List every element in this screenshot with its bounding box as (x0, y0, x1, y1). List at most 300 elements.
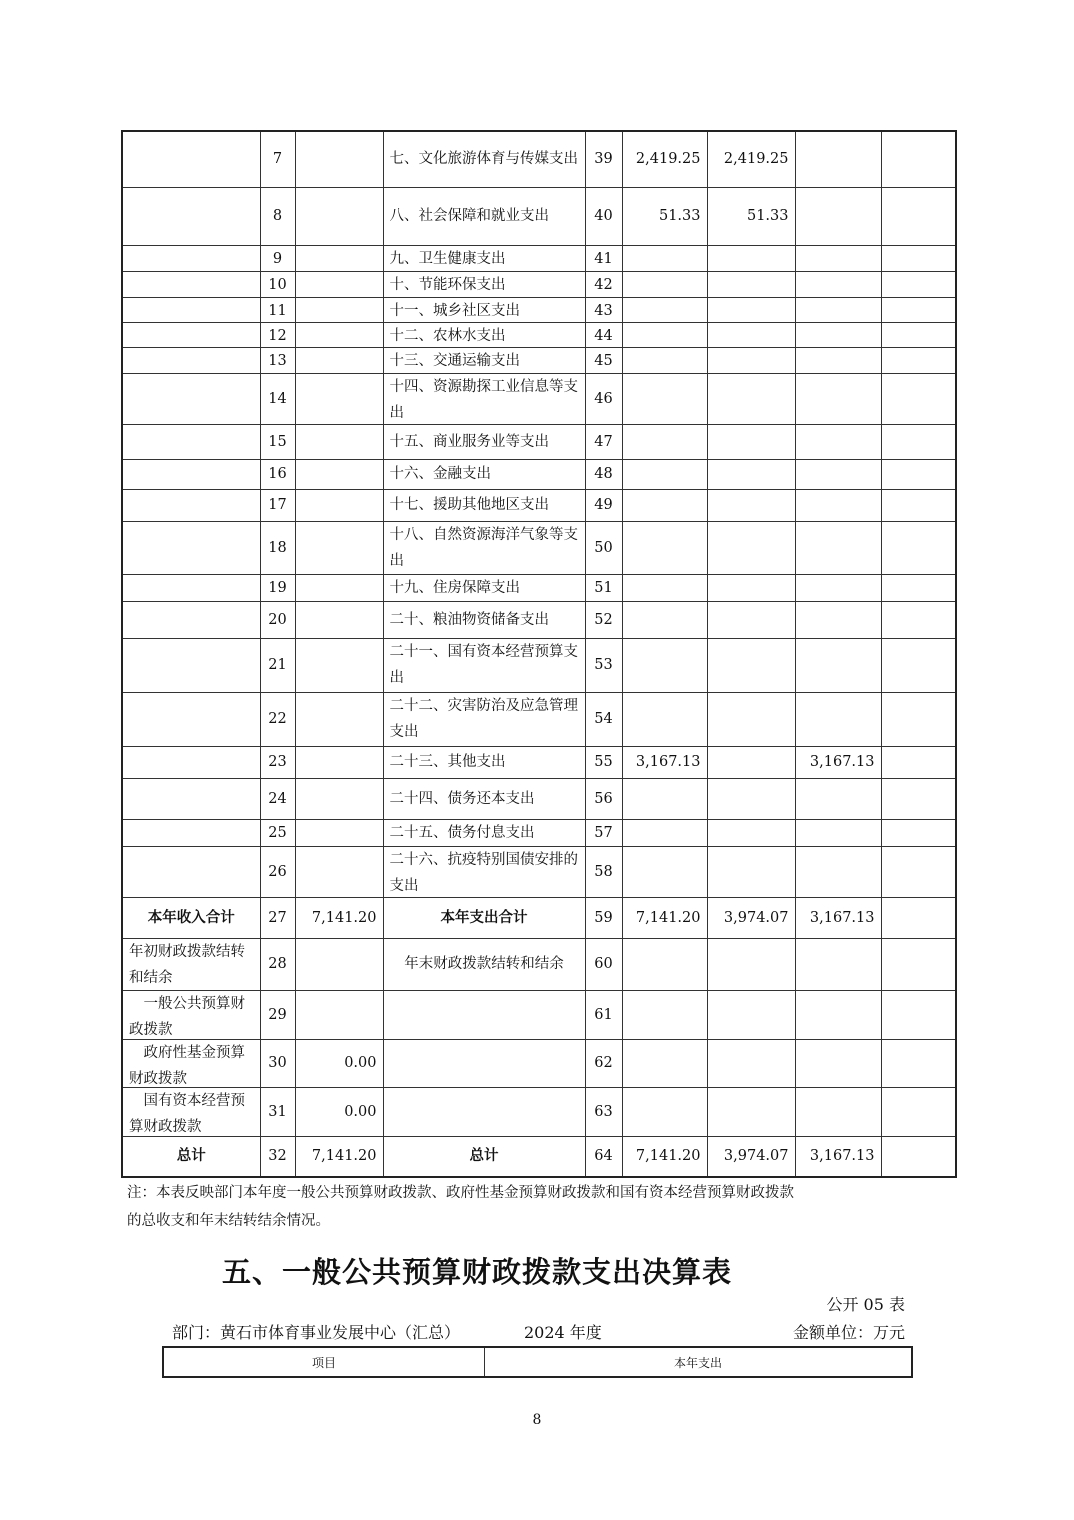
extra-cell (881, 489, 956, 521)
table-row (122, 692, 956, 746)
expenditure-line-number-text: 40 (594, 208, 613, 224)
income-amount-text: 7,141.20 (311, 1148, 377, 1165)
expenditure-line-number (585, 638, 622, 692)
project-expenditure (795, 245, 881, 271)
expenditure-line-number (585, 489, 622, 521)
table-row (122, 1039, 956, 1087)
income-amount (295, 846, 383, 897)
project-expenditure (795, 373, 881, 424)
income-amount (295, 271, 383, 297)
row-label (122, 489, 260, 521)
income-amount (295, 347, 383, 373)
project-expenditure (795, 271, 881, 297)
table-row (122, 1136, 956, 1177)
total-amount (622, 746, 707, 778)
expenditure-line-number-text: 64 (594, 1148, 613, 1165)
row-label (122, 574, 260, 601)
expenditure-item-text: 十八、自然资源海洋气象等支出 (389, 527, 578, 569)
income-amount (295, 574, 383, 601)
expenditure-line-number (585, 574, 622, 601)
total-amount (622, 692, 707, 746)
expenditure-line-number (585, 131, 622, 187)
total-amount (622, 1087, 707, 1136)
basic-expenditure (707, 746, 795, 778)
row-label-text: 国有资本经营预算财政拨款 (129, 1093, 245, 1135)
expenditure-line-number-text: 42 (594, 277, 613, 293)
income-line-number (260, 990, 295, 1039)
row-label (122, 1087, 260, 1136)
income-amount (295, 778, 383, 819)
expenditure-item-text: 十四、资源勘探工业信息等支出 (389, 379, 578, 421)
expenditure-item-text: 九、卫生健康支出 (389, 251, 506, 267)
income-line-number-text: 23 (268, 754, 287, 770)
project-expenditure (795, 489, 881, 521)
project-expenditure (795, 601, 881, 638)
basic-expenditure (707, 990, 795, 1039)
basic-expenditure (707, 601, 795, 638)
extra-cell (881, 424, 956, 459)
income-amount (295, 187, 383, 245)
expenditure-item (383, 322, 585, 347)
row-label (122, 692, 260, 746)
total-amount (622, 373, 707, 424)
income-amount (295, 601, 383, 638)
income-amount (295, 897, 383, 938)
project-expenditure-text: 3,167.13 (809, 1148, 875, 1165)
extra-cell (881, 459, 956, 489)
income-line-number (260, 521, 295, 574)
income-line-number (260, 692, 295, 746)
table-row (122, 489, 956, 521)
table-row (122, 271, 956, 297)
expenditure-item (383, 746, 585, 778)
table-row (122, 459, 956, 489)
income-line-number (260, 819, 295, 846)
total-amount (622, 187, 707, 245)
basic-expenditure (707, 297, 795, 322)
income-amount (295, 297, 383, 322)
expenditure-item (383, 1039, 585, 1087)
total-amount-text: 51.33 (658, 208, 701, 224)
expenditure-item (383, 692, 585, 746)
extra-cell (881, 187, 956, 245)
expenditure-line-number (585, 990, 622, 1039)
expenditure-item (383, 778, 585, 819)
income-line-number-text: 31 (268, 1103, 287, 1120)
extra-cell (881, 1136, 956, 1177)
total-amount (622, 322, 707, 347)
expenditure-line-number (585, 601, 622, 638)
table-header-row (163, 1347, 912, 1377)
table-row (122, 897, 956, 938)
total-amount (622, 1136, 707, 1177)
row-label (122, 778, 260, 819)
total-amount (622, 245, 707, 271)
expenditure-line-number (585, 846, 622, 897)
extra-cell (881, 819, 956, 846)
total-amount-text: 3,167.13 (635, 754, 701, 770)
expenditure-item-text: 二十三、其他支出 (389, 754, 506, 770)
income-line-number-text: 19 (268, 580, 287, 596)
table-row (122, 131, 956, 187)
extra-cell (881, 897, 956, 938)
expenditure-item (383, 1136, 585, 1177)
basic-expenditure (707, 638, 795, 692)
expenditure-item (383, 297, 585, 322)
income-amount (295, 1039, 383, 1087)
income-amount-text: 7,141.20 (311, 909, 377, 926)
row-label (122, 271, 260, 297)
income-line-number-text: 15 (268, 433, 287, 450)
income-amount (295, 373, 383, 424)
expenditure-item-text: 二十六、抗疫特别国债安排的支出 (389, 852, 578, 894)
income-line-number-text: 27 (268, 909, 287, 926)
income-amount (295, 245, 383, 271)
extra-cell (881, 322, 956, 347)
total-amount (622, 638, 707, 692)
expenditure-line-number (585, 746, 622, 778)
row-label-text: 年初财政拨款结转和结余 (129, 944, 245, 986)
table-row (122, 846, 956, 897)
expenditure-item (383, 574, 585, 601)
extra-cell (881, 131, 956, 187)
expenditure-item (383, 131, 585, 187)
expenditure-line-number-text: 39 (594, 151, 613, 168)
basic-expenditure (707, 1136, 795, 1177)
expenditure-item-text: 十、节能环保支出 (389, 277, 506, 293)
project-expenditure (795, 521, 881, 574)
income-amount (295, 424, 383, 459)
expenditure-item-text: 十七、援助其他地区支出 (389, 497, 549, 513)
income-amount (295, 1087, 383, 1136)
expenditure-line-number-text: 46 (594, 390, 613, 407)
income-line-number (260, 424, 295, 459)
income-line-number (260, 271, 295, 297)
expenditure-item (383, 489, 585, 521)
income-line-number (260, 1039, 295, 1087)
basic-expenditure (707, 459, 795, 489)
expenditure-item-text: 二十、粮油物资储备支出 (389, 611, 549, 628)
basic-expenditure (707, 574, 795, 601)
basic-expenditure (707, 489, 795, 521)
extra-cell (881, 1087, 956, 1136)
table-row (122, 574, 956, 601)
table-row (122, 990, 956, 1039)
row-label (122, 846, 260, 897)
extra-cell (881, 601, 956, 638)
basic-expenditure-text: 51.33 (746, 208, 789, 224)
income-line-number (260, 1136, 295, 1177)
total-amount (622, 1039, 707, 1087)
expenditure-line-number-text: 51 (594, 580, 613, 596)
income-amount (295, 131, 383, 187)
expenditure-item-text: 八、社会保障和就业支出 (389, 208, 549, 224)
expenditure-item-text: 十一、城乡社区支出 (389, 303, 520, 319)
income-line-number-text: 10 (268, 277, 287, 293)
project-expenditure (795, 1136, 881, 1177)
expenditure-item-text: 二十四、债务还本支出 (389, 790, 535, 807)
row-label (122, 424, 260, 459)
row-label (122, 897, 260, 938)
extra-cell (881, 938, 956, 990)
income-line-number-text: 8 (272, 208, 283, 224)
basic-expenditure (707, 322, 795, 347)
income-line-number (260, 897, 295, 938)
income-line-number-text: 29 (268, 1006, 287, 1023)
expenditure-item-text: 十二、农林水支出 (389, 328, 506, 344)
expenditure-item-text: 七、文化旅游体育与传媒支出 (389, 151, 578, 168)
total-amount-text: 2,419.25 (635, 151, 701, 168)
expenditure-item (383, 424, 585, 459)
expenditure-item (383, 271, 585, 297)
expenditure-line-number-text: 50 (594, 539, 613, 556)
table-row (122, 297, 956, 322)
expenditure-line-number-text: 59 (594, 909, 613, 926)
income-amount-text: 0.00 (344, 1055, 377, 1071)
expenditure-item (383, 601, 585, 638)
total-amount (622, 521, 707, 574)
total-amount (622, 297, 707, 322)
expenditure-line-number-text: 57 (594, 825, 613, 841)
income-line-number-text: 7 (272, 151, 283, 168)
project-expenditure (795, 990, 881, 1039)
project-expenditure (795, 187, 881, 245)
income-amount (295, 459, 383, 489)
expenditure-line-number (585, 938, 622, 990)
row-label (122, 746, 260, 778)
basic-expenditure (707, 938, 795, 990)
project-expenditure (795, 322, 881, 347)
income-line-number (260, 489, 295, 521)
total-amount (622, 778, 707, 819)
expenditure-item-text: 十五、商业服务业等支出 (389, 433, 549, 450)
table-row (122, 373, 956, 424)
expenditure-item-text: 十三、交通运输支出 (389, 353, 520, 369)
income-amount (295, 990, 383, 1039)
income-line-number (260, 746, 295, 778)
table-row (122, 521, 956, 574)
expenditure-item (383, 938, 585, 990)
expenditure-item (383, 638, 585, 692)
income-line-number-text: 16 (268, 466, 287, 482)
income-line-number (260, 938, 295, 990)
row-label (122, 938, 260, 990)
income-line-number (260, 347, 295, 373)
basic-expenditure (707, 897, 795, 938)
total-amount (622, 489, 707, 521)
table-row (122, 1087, 956, 1136)
income-line-number-text: 11 (268, 303, 287, 319)
table-row (122, 322, 956, 347)
total-amount-text: 7,141.20 (635, 909, 701, 926)
total-amount (622, 347, 707, 373)
income-amount (295, 521, 383, 574)
income-line-number (260, 601, 295, 638)
income-line-number-text: 32 (268, 1148, 287, 1165)
income-amount-text: 0.00 (344, 1103, 377, 1120)
basic-expenditure (707, 373, 795, 424)
project-expenditure (795, 131, 881, 187)
expenditure-line-number (585, 373, 622, 424)
income-line-number (260, 297, 295, 322)
expenditure-item (383, 521, 585, 574)
header-item: 项目 (163, 1347, 485, 1377)
project-expenditure-text: 3,167.13 (809, 754, 875, 770)
project-expenditure (795, 1087, 881, 1136)
project-expenditure (795, 297, 881, 322)
row-label (122, 459, 260, 489)
table-row (122, 819, 956, 846)
expenditure-line-number (585, 322, 622, 347)
extra-cell (881, 373, 956, 424)
total-amount (622, 424, 707, 459)
project-expenditure (795, 897, 881, 938)
extra-cell (881, 521, 956, 574)
expenditure-line-number-text: 43 (594, 303, 613, 319)
expenditure-item-text: 二十二、灾害防治及应急管理支出 (389, 698, 578, 740)
row-label (122, 373, 260, 424)
expenditure-line-number (585, 1136, 622, 1177)
table-row (122, 638, 956, 692)
income-line-number-text: 12 (268, 328, 287, 344)
expenditure-line-number-text: 56 (594, 790, 613, 807)
row-label-text: 一般公共预算财政拨款 (129, 996, 245, 1038)
table-row (122, 347, 956, 373)
extra-cell (881, 245, 956, 271)
extra-cell (881, 574, 956, 601)
income-line-number (260, 1087, 295, 1136)
total-amount (622, 574, 707, 601)
expenditure-line-number-text: 41 (594, 251, 613, 267)
project-expenditure (795, 746, 881, 778)
income-line-number (260, 574, 295, 601)
income-line-number-text: 9 (272, 251, 283, 267)
basic-expenditure (707, 819, 795, 846)
expenditure-item-text: 二十一、国有资本经营预算支出 (389, 644, 578, 686)
expenditure-line-number (585, 1087, 622, 1136)
table-row (122, 778, 956, 819)
total-amount (622, 897, 707, 938)
expenditure-item-text: 本年支出合计 (440, 908, 528, 926)
income-line-number (260, 459, 295, 489)
expenditure-line-number-text: 60 (594, 956, 613, 972)
expenditure-line-number (585, 271, 622, 297)
project-expenditure (795, 347, 881, 373)
expenditure-line-number-text: 44 (594, 328, 613, 344)
expenditure-item (383, 373, 585, 424)
basic-expenditure-text: 3,974.07 (723, 909, 789, 926)
extra-cell (881, 846, 956, 897)
project-expenditure (795, 819, 881, 846)
basic-expenditure (707, 245, 795, 271)
expenditure-item (383, 897, 585, 938)
basic-expenditure (707, 187, 795, 245)
expenditure-item-text: 总计 (469, 1147, 499, 1165)
section-title: 五、一般公共预算财政拨款支出决算表 (222, 1255, 733, 1289)
expenditure-item (383, 187, 585, 245)
extra-cell (881, 778, 956, 819)
row-label (122, 1039, 260, 1087)
extra-cell (881, 638, 956, 692)
extra-cell (881, 297, 956, 322)
table-note-line1: 注：本表反映部门本年度一般公共预算财政拨款、政府性基金预算财政拨款和国有资本经营预算财政拨款 (127, 1185, 794, 1201)
expenditure-item (383, 846, 585, 897)
basic-expenditure (707, 1087, 795, 1136)
row-label (122, 819, 260, 846)
basic-expenditure (707, 131, 795, 187)
row-label (122, 1136, 260, 1177)
extra-cell (881, 1039, 956, 1087)
row-label (122, 990, 260, 1039)
income-line-number-text: 13 (268, 353, 287, 369)
expenditure-line-number-text: 53 (594, 657, 613, 673)
extra-cell (881, 692, 956, 746)
extra-cell (881, 347, 956, 373)
expenditure-line-number-text: 49 (594, 497, 613, 513)
expenditure-line-number (585, 245, 622, 271)
income-amount (295, 746, 383, 778)
income-line-number-text: 18 (268, 539, 287, 556)
expenditure-line-number-text: 48 (594, 466, 613, 482)
expenditure-item-text: 二十五、债务付息支出 (389, 825, 535, 841)
income-line-number-text: 17 (268, 497, 287, 513)
expenditure-line-number (585, 897, 622, 938)
income-line-number-text: 25 (268, 825, 287, 841)
row-label (122, 245, 260, 271)
total-amount (622, 819, 707, 846)
expenditure-item (383, 459, 585, 489)
expenditure-item (383, 990, 585, 1039)
expenditure-item-text: 年末财政拨款结转和结余 (404, 956, 564, 972)
project-expenditure (795, 1039, 881, 1087)
income-line-number (260, 373, 295, 424)
basic-expenditure (707, 778, 795, 819)
basic-expenditure (707, 271, 795, 297)
basic-expenditure (707, 846, 795, 897)
income-line-number-text: 21 (268, 657, 287, 673)
expenditure-item (383, 819, 585, 846)
expenditure-line-number (585, 297, 622, 322)
project-expenditure (795, 424, 881, 459)
income-line-number-text: 20 (268, 611, 287, 628)
income-line-number (260, 846, 295, 897)
income-amount (295, 638, 383, 692)
expenditure-line-number-text: 61 (594, 1006, 613, 1023)
amount-unit: 金额单位：万元 (792, 1323, 905, 1342)
expenditure-line-number (585, 1039, 622, 1087)
row-label (122, 638, 260, 692)
income-line-number (260, 322, 295, 347)
row-label (122, 297, 260, 322)
expenditure-line-number-text: 63 (594, 1103, 613, 1120)
basic-expenditure (707, 521, 795, 574)
expenditure-line-number (585, 692, 622, 746)
project-expenditure (795, 938, 881, 990)
fiscal-revenue-expenditure-table (121, 130, 957, 1178)
project-expenditure (795, 692, 881, 746)
table-row (122, 938, 956, 990)
row-label-text: 政府性基金预算财政拨款 (129, 1045, 245, 1086)
expenditure-item (383, 347, 585, 373)
total-amount (622, 459, 707, 489)
expenditure-line-number-text: 52 (594, 611, 613, 628)
income-amount (295, 692, 383, 746)
total-amount (622, 990, 707, 1039)
project-expenditure (795, 846, 881, 897)
basic-expenditure-text: 2,419.25 (723, 151, 789, 168)
expenditure-line-number (585, 459, 622, 489)
basic-expenditure (707, 424, 795, 459)
